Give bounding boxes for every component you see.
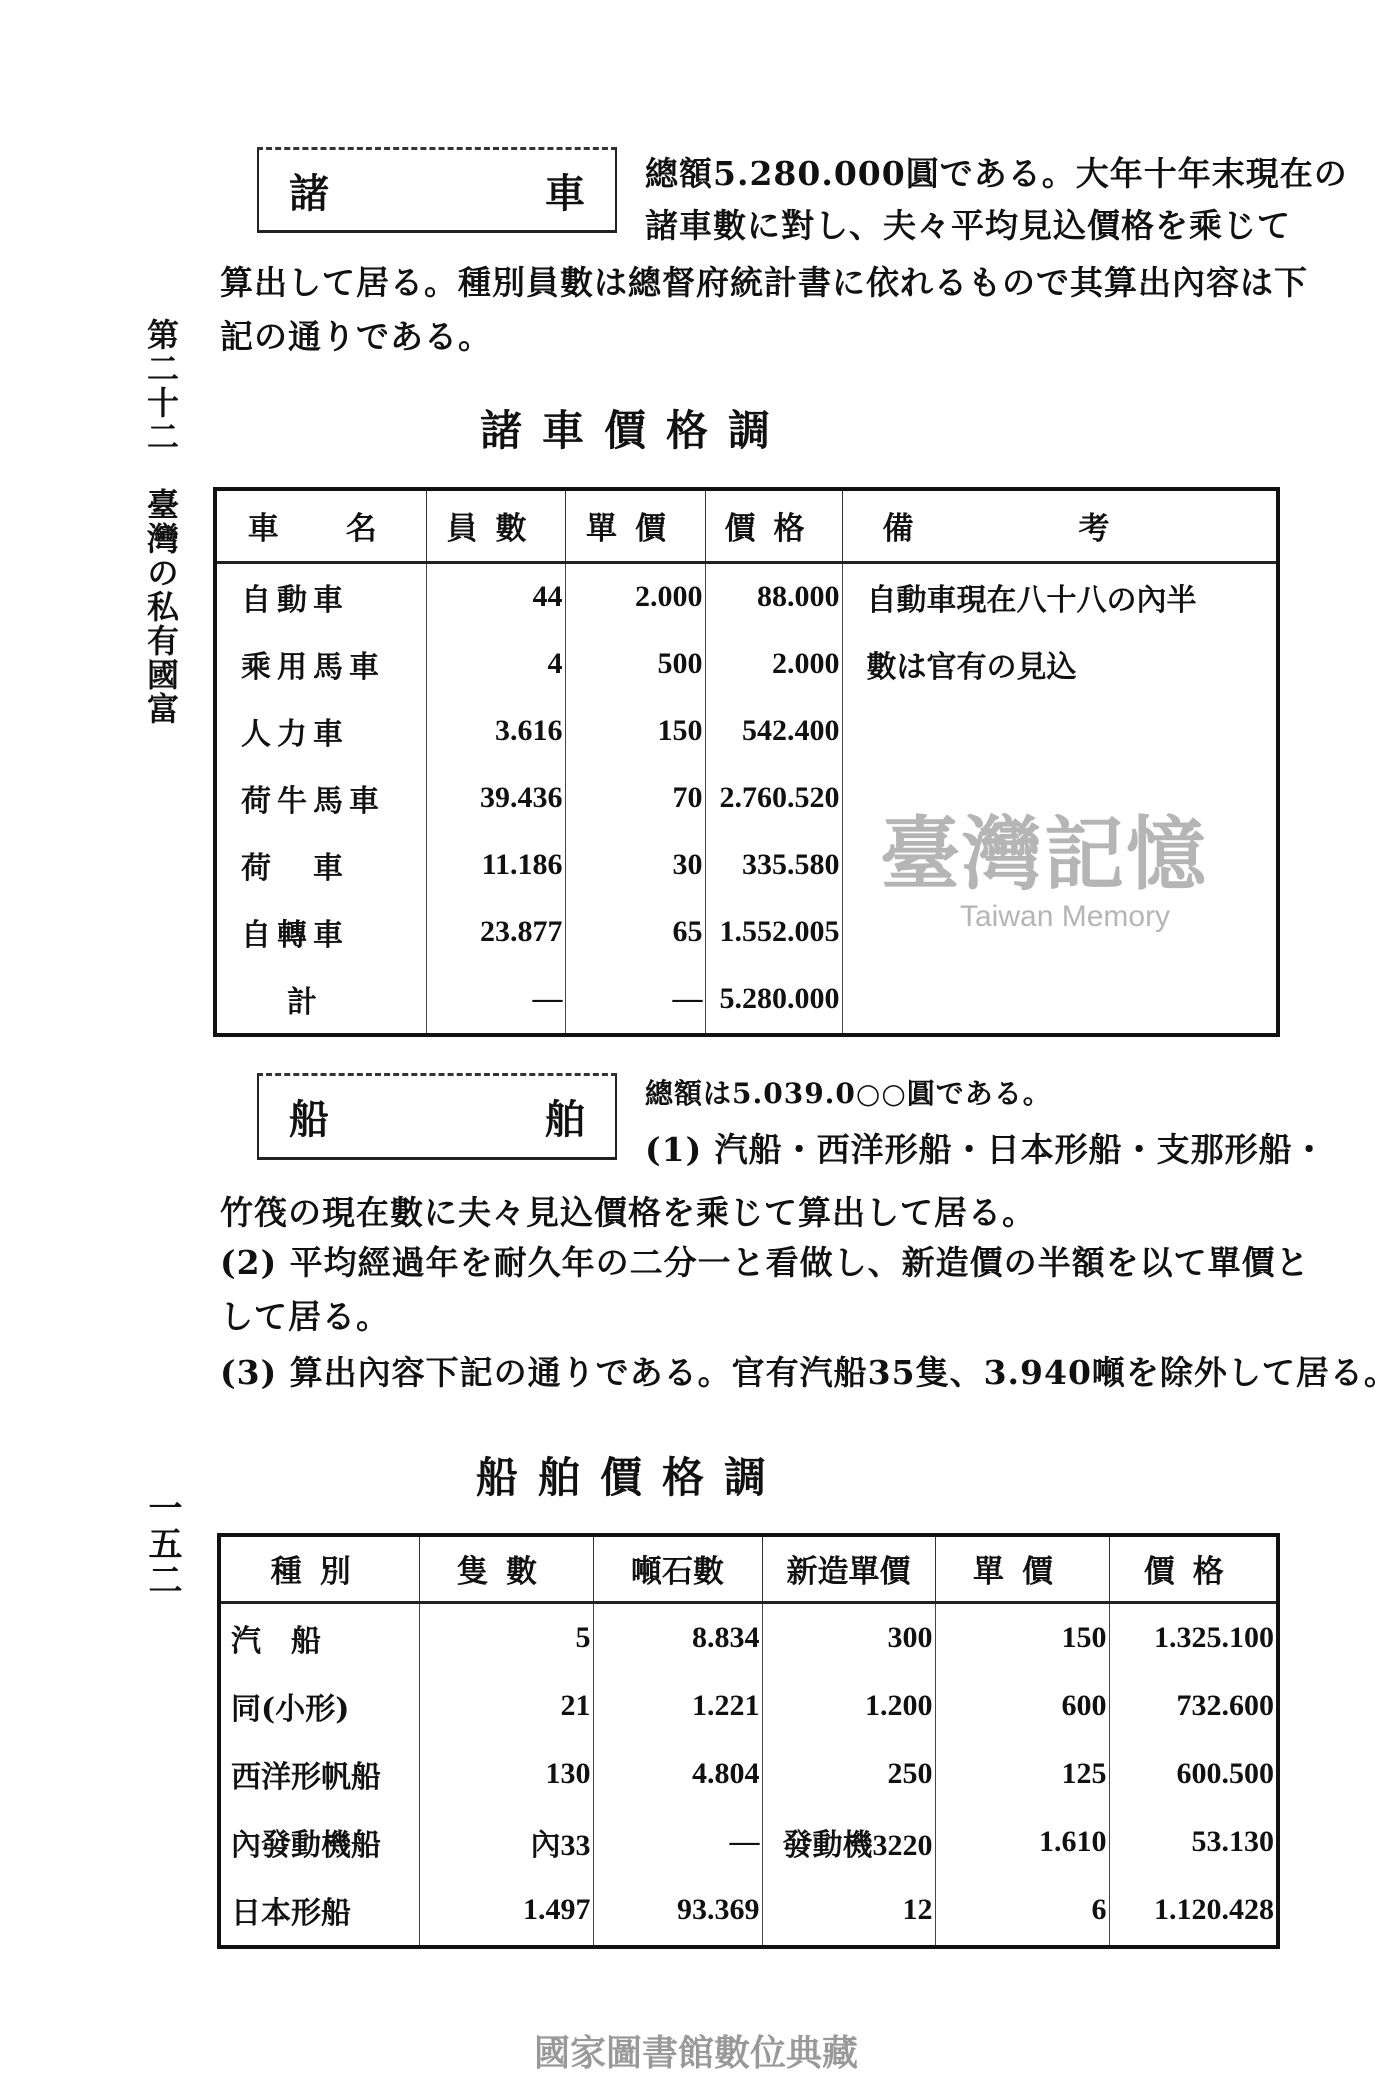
row-label: 荷 車: [215, 831, 426, 898]
table-cell: 數は官有の見込: [866, 650, 1077, 686]
row-label: 人力車: [215, 698, 426, 765]
paragraph-line: 記の通りである。: [220, 317, 492, 356]
table-cell: 1.497: [419, 1876, 593, 1947]
table-header-row: [215, 489, 1278, 562]
table-cell: 125: [935, 1740, 1109, 1808]
paragraph-line: (1) 汽船・西洋形船・日本形船・支那形船・: [645, 1130, 1327, 1169]
row-label: 西洋形帆船: [219, 1740, 419, 1808]
col-header: 單價: [565, 489, 705, 562]
table-cell: 3.616: [426, 698, 565, 765]
col-header: 價格: [705, 489, 842, 562]
table-cell: 發動機3220: [762, 1808, 935, 1876]
paragraph-line: 總額は5.039.0○○圓である。: [645, 1077, 1052, 1110]
watermark-logo: 臺灣記憶: [880, 808, 1208, 901]
table-row: [215, 698, 1278, 765]
heading-char: 舶: [545, 1096, 585, 1143]
table-cell: 65: [565, 898, 705, 965]
paragraph-line: 竹筏の現在數に夫々見込價格を乘じて算出して居る。: [220, 1193, 1036, 1232]
row-label: 自動車: [215, 562, 426, 631]
table-cell: 88.000: [705, 562, 842, 631]
table-cell: 4.804: [593, 1740, 762, 1808]
table-row: [219, 1876, 1278, 1947]
col-header: 價格: [1109, 1535, 1278, 1602]
row-label: 日本形船: [219, 1876, 419, 1947]
table-cell: 542.400: [705, 698, 842, 765]
col-header: 種別: [219, 1535, 419, 1602]
table-cell: 8.834: [593, 1602, 762, 1672]
row-label: 自轉車: [215, 898, 426, 965]
vehicle-price-table: [213, 487, 1280, 1037]
table-cell: 1.221: [593, 1672, 762, 1740]
paragraph-line: 算出して居る。種別員數は總督府統計書に依れるもので其算出內容は下: [220, 263, 1308, 302]
table-row: [219, 1602, 1278, 1672]
table-cell: —: [426, 965, 565, 1035]
table-row: [215, 965, 1278, 1035]
table-cell: 12: [762, 1876, 935, 1947]
row-label: 荷牛馬車: [215, 765, 426, 832]
table-cell: 732.600: [1176, 1689, 1274, 1723]
table-cell: 5: [419, 1602, 593, 1672]
heading-char: 船: [289, 1096, 329, 1143]
table-cell: 自動車現在八十八の內半: [866, 583, 1197, 619]
col-header: 備 考: [842, 489, 1278, 562]
table-cell: 1.552.005: [705, 898, 842, 965]
row-label: 乘用馬車: [215, 631, 426, 698]
ship-price-table: [217, 1533, 1280, 1949]
table-row: [215, 562, 1278, 631]
paragraph-line: (3) 算出內容下記の通りである。官有汽船35隻、3.940噸を除外して居る。: [220, 1353, 1398, 1392]
row-label: 同(小形): [219, 1672, 419, 1740]
table-cell: 2.000: [705, 631, 842, 698]
table-cell: 600: [935, 1672, 1109, 1740]
table-cell: 1.120.428: [1154, 1893, 1274, 1927]
row-label: 內發動機船: [219, 1808, 419, 1876]
table-row: [215, 631, 1278, 698]
table-cell: [842, 698, 1278, 765]
table-cell: 11.186: [426, 831, 565, 898]
table-title-vehicles: 諸車價格調: [480, 406, 791, 455]
chapter-running-head: 第二十二 臺灣の私有國富: [142, 318, 180, 726]
table-title-ships: 船舶價格調: [476, 1453, 787, 1502]
table-cell: 21: [419, 1672, 593, 1740]
table-cell: 53.130: [1191, 1825, 1274, 1858]
table-row: [219, 1808, 1278, 1876]
table-cell: 150: [935, 1602, 1109, 1672]
table-cell: 內33: [419, 1808, 593, 1876]
paragraph-line: 諸車數に對し、夫々平均見込價格を乘じて: [645, 206, 1291, 245]
table-cell: 30: [565, 831, 705, 898]
table-cell: 130: [419, 1740, 593, 1808]
paragraph-line: (2) 平均經過年を耐久年の二分一と看做し、新造價の半額を以て單價と: [220, 1243, 1310, 1282]
table-cell: 1.610: [935, 1808, 1109, 1876]
table-cell: 39.436: [426, 765, 565, 832]
row-label: 汽 船: [219, 1602, 419, 1672]
col-header: 噸石數: [593, 1535, 762, 1602]
col-header: 新造單價: [762, 1535, 935, 1602]
table-cell: 93.369: [593, 1876, 762, 1947]
table-cell: 2.000: [565, 562, 705, 631]
table-cell: 300: [762, 1602, 935, 1672]
col-header: 員數: [426, 489, 565, 562]
heading-char: 車: [545, 169, 585, 217]
page-number: 一五二: [142, 1490, 182, 1598]
table-cell: 23.877: [426, 898, 565, 965]
table-row: [219, 1740, 1278, 1808]
heading-char: 諸: [289, 169, 329, 217]
paragraph-line: して居る。: [220, 1297, 390, 1336]
table-cell: —: [565, 965, 705, 1035]
col-header: 隻數: [419, 1535, 593, 1602]
table-cell: 6: [935, 1876, 1109, 1947]
table-cell: [842, 965, 1278, 1035]
watermark-english: Taiwan Memory: [960, 900, 1171, 933]
table-cell: 250: [762, 1740, 935, 1808]
paragraph-line: 總額5.280.000圓である。大年十年末現在の: [645, 154, 1348, 193]
table-header-row: [219, 1535, 1278, 1602]
col-header: 車 名: [215, 489, 426, 562]
table-cell: 1.325.100: [1154, 1620, 1274, 1654]
table-cell: 1.200: [762, 1672, 935, 1740]
table-cell: 4: [426, 631, 565, 698]
col-header: 單價: [935, 1535, 1109, 1602]
table-cell: 600.500: [1176, 1757, 1274, 1791]
footer-archive-label: 國家圖書館數位典藏: [533, 2033, 858, 2074]
table-cell: 70: [565, 765, 705, 832]
table-cell: 150: [565, 698, 705, 765]
table-row: [219, 1672, 1278, 1740]
table-cell: —: [593, 1808, 762, 1876]
row-label: 計: [215, 965, 426, 1035]
section-heading-ships: [257, 1073, 617, 1160]
table-cell: 5.280.000: [705, 965, 842, 1035]
table-cell: 335.580: [705, 831, 842, 898]
section-heading-vehicles: [257, 147, 617, 233]
table-cell: 2.760.520: [705, 765, 842, 832]
table-cell: 500: [565, 631, 705, 698]
table-cell: 44: [426, 562, 565, 631]
